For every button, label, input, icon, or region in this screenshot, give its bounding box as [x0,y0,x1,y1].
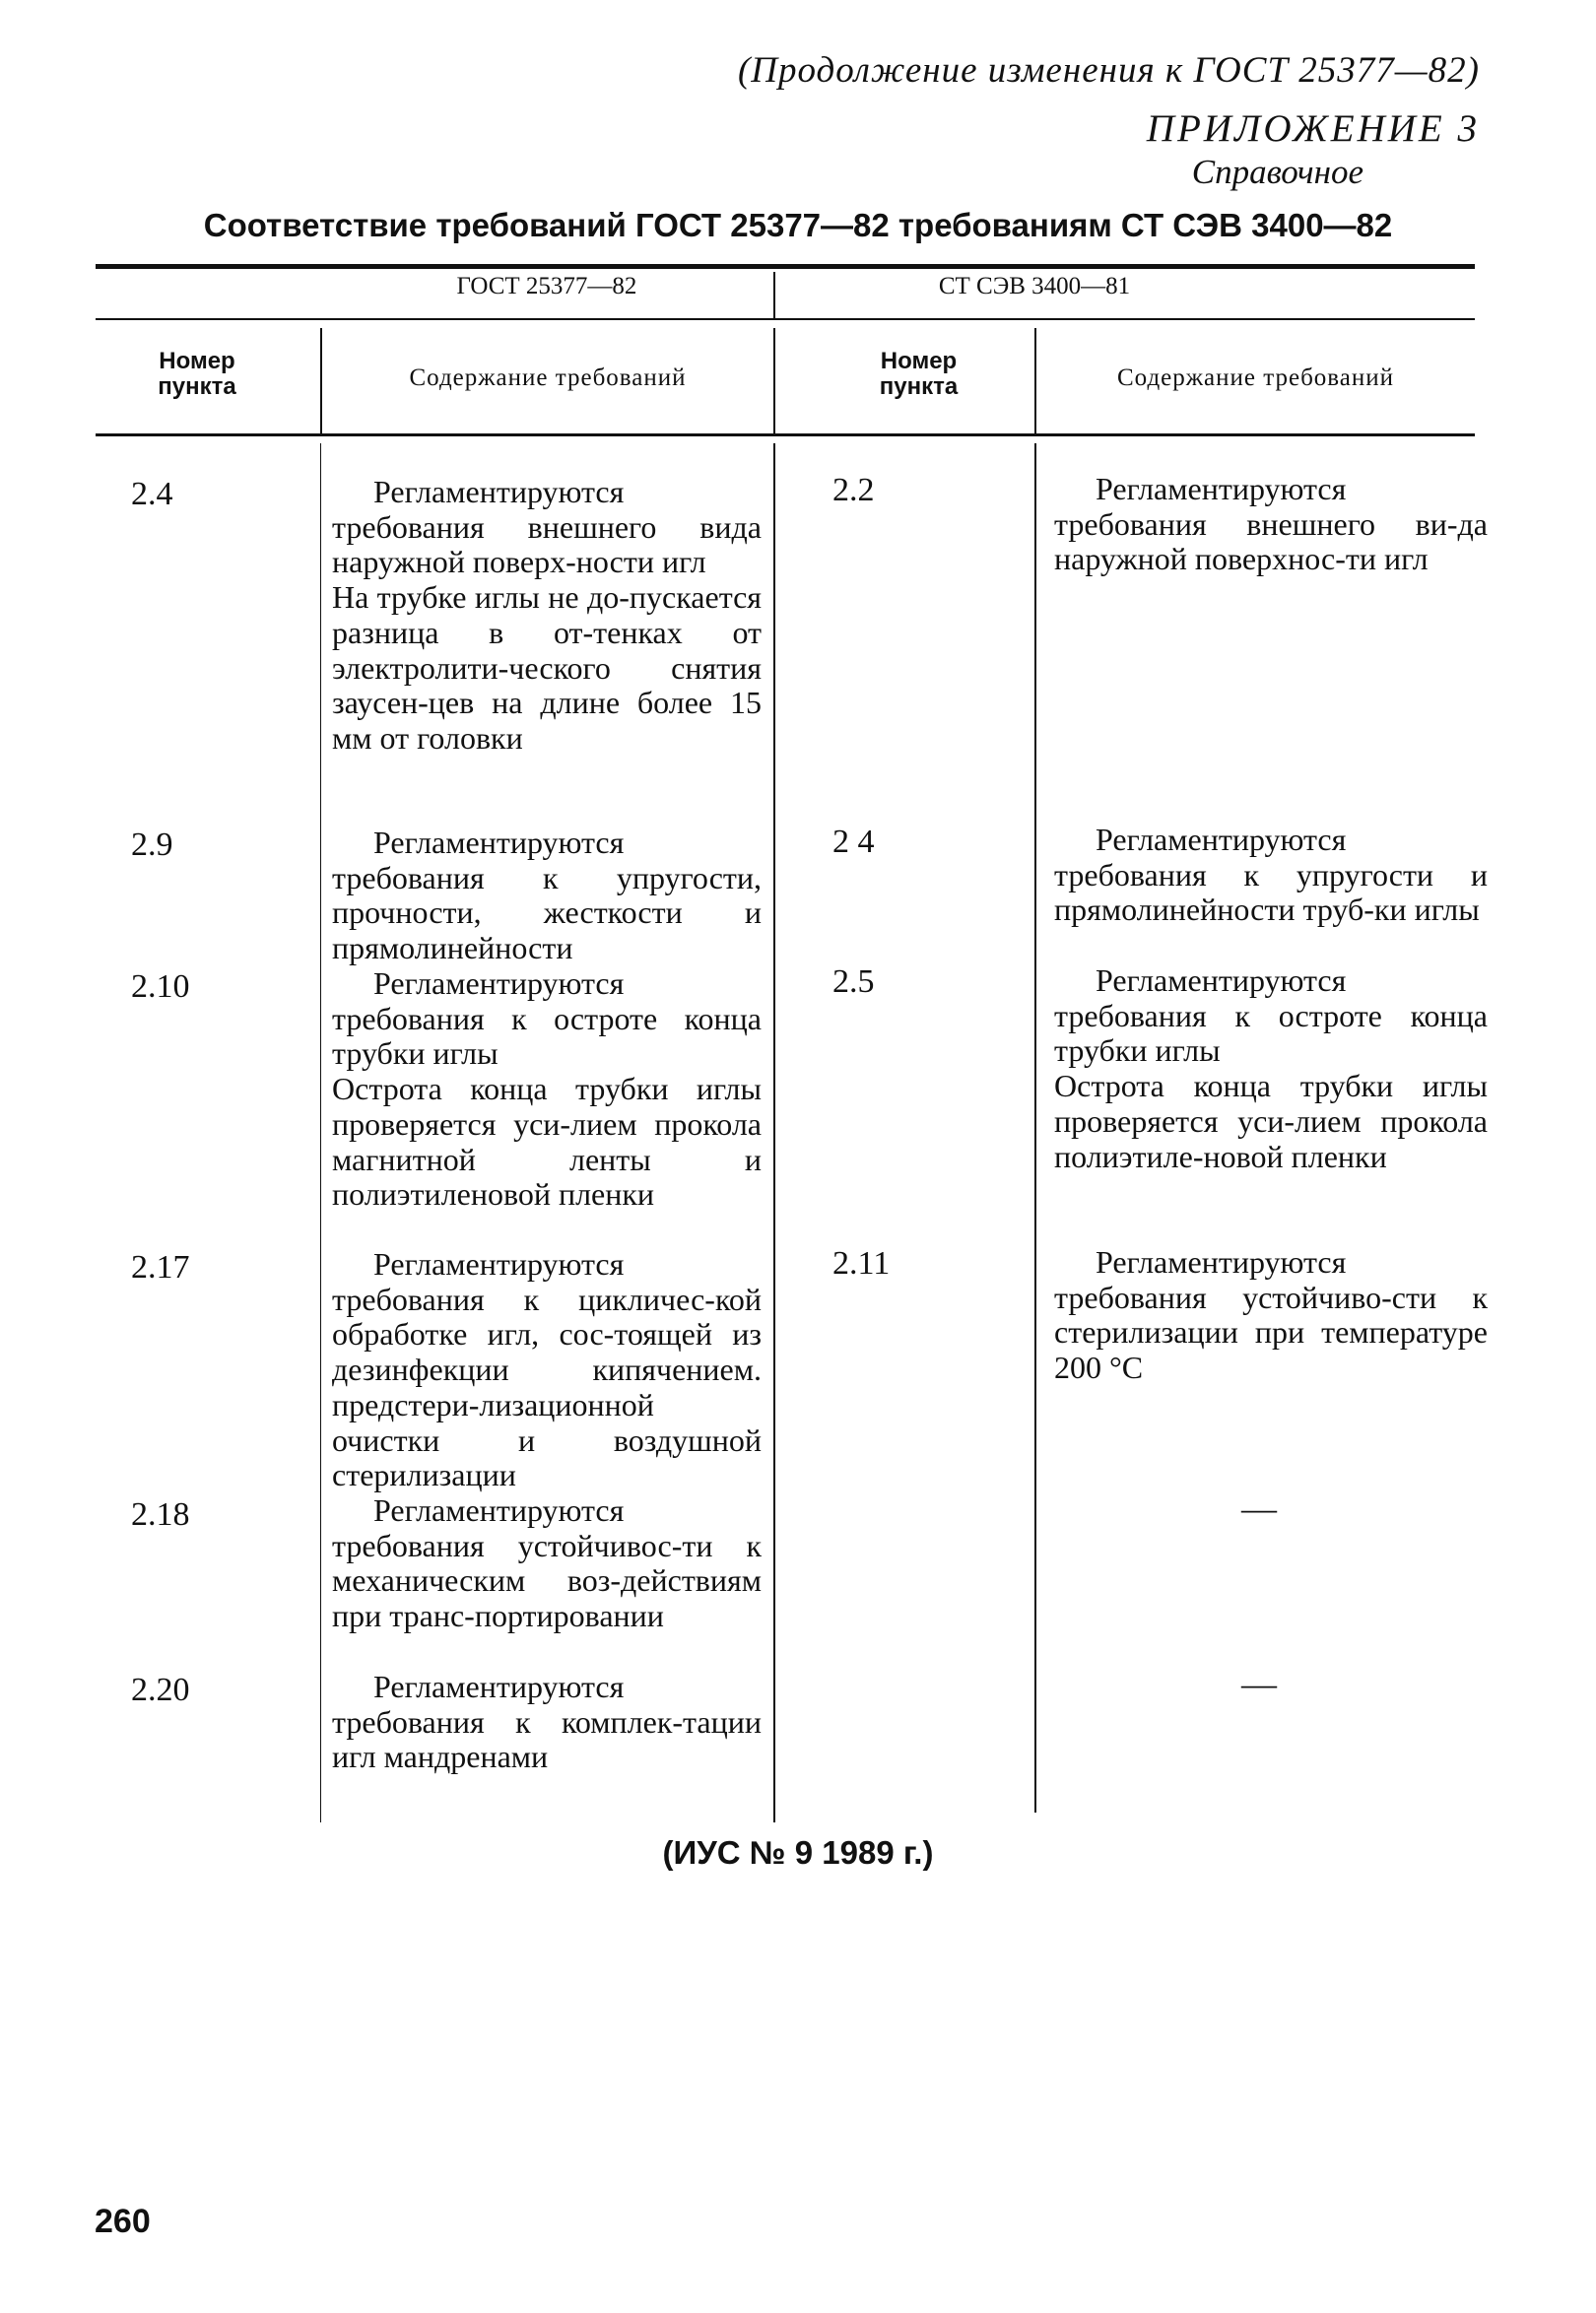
row-2-2-right-text: Регламентируются требования внешнего ви-да наружной поверхнос-ти игл [1054,471,1488,577]
reference-label: Справочное [1191,153,1363,191]
group-header-gost: ГОСТ 25377—82 [456,273,637,299]
row-2-20-right-dash: — [1241,1664,1277,1703]
row-2-18-left-text: Регламентируются требования устойчивос-ти к механическим воз-действиям при транс-портировании [332,1492,762,1634]
appendix-label: ПРИЛОЖЕНИЕ 3 [1146,107,1480,150]
row-2-18-right-dash: — [1241,1488,1277,1528]
col-header-right-number: Номер пункта [879,348,959,400]
row-2-18-left-number: 2.18 [131,1496,190,1533]
group-divider [773,272,775,319]
row-2-11-right-number: 2.11 [832,1245,891,1282]
row-2-11-right-text: Регламентируются требования устойчиво-сти к стерилизации при температуре 200 °С [1054,1244,1488,1386]
row-2-20-left-text: Регламентируются требования к комплек-тации игл мандренами [332,1669,762,1775]
page-number: 260 [95,2203,151,2240]
row-2-17-left-text: Регламентируются требования к цикличес-кой обработке игл, сос-тоящей из дезинфекции кипячением. предстери-лизационной очистки и воздушной стерилизации [332,1246,762,1493]
center-divider [773,328,775,434]
row-2-17-left-number: 2.17 [131,1249,190,1286]
row-2-9-left-text: Регламентируются требования к упругости, прочности, жесткости и прямолинейности [332,825,762,966]
source-note: (ИУС № 9 1989 г.) [662,1834,934,1871]
column-header-rule [96,433,1475,436]
row-2-4-left-number: 2.4 [131,476,173,512]
row-2-4-left-text: Регламентируются требования внешнего вида наружной поверх-ности игл На трубке иглы не до-пускается разница в от-тенках от электролити-ческого снятия заусен-цев на длине более 15 мм от головки [332,474,762,756]
row-2-10-left-text: Регламентируются требования к остроте конца трубки иглы Острота конца трубки иглы проверяется уси-лием прокола магнитной ленты и полиэтиленовой пленки [332,965,762,1213]
row-2-2-right-number: 2.2 [832,472,875,508]
left-number-divider-body [320,443,321,1822]
row-2-5-right-number: 2.5 [832,963,875,1000]
center-divider-body [773,443,775,1822]
row-2-10-left-number: 2.10 [131,968,190,1005]
row-2-5-right-text: Регламентируются требования к остроте конца трубки иглы Острота конца трубки иглы проверяется уси-лием прокола полиэтиле-новой пленки [1054,962,1488,1174]
row-2-9-left-number: 2.9 [131,826,173,863]
table-title: Соответствие требований ГОСТ 25377—82 требованиям СТ СЭВ 3400—82 [203,207,1393,243]
col-header-left-content: Содержание требований [409,364,687,391]
table-top-rule [96,264,1475,269]
group-header-rule [96,318,1475,320]
row-2-20-left-number: 2.20 [131,1672,190,1708]
group-header-st-sev: СТ СЭВ 3400—81 [938,273,1131,299]
row-2-4-right-text: Регламентируются требования к упругости и прямолинейности труб-ки иглы [1054,822,1488,928]
right-number-divider-body [1034,443,1036,1813]
row-2-4-right-number: 2 4 [832,824,875,860]
col-header-right-content: Содержание требований [1117,364,1394,391]
continuation-note: (Продолжение изменения к ГОСТ 25377—82) [737,50,1480,91]
col-header-left-number: Номер пункта [158,348,236,400]
